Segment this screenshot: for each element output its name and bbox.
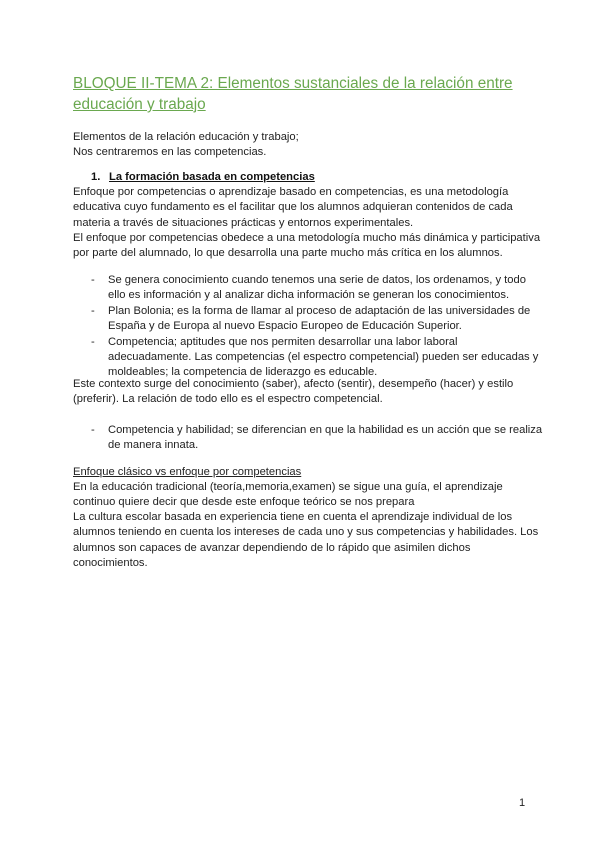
paragraph: Enfoque por competencias o aprendizaje basado en competencias, es una metodología educativa cuyo fundamento es el facilitar que los alumnos adquieran contenidos de cada materia a través de situaciones prácticas y entornos experimentales.	[73, 186, 513, 229]
paragraph: La cultura escolar basada en experiencia tiene en cuenta el aprendizaje individual de los alumnos teniendo en cuenta los intereses de cada uno y sus competencias y habilidades. Los alumnos son capaces de avanzar dependiendo de lo rápido que asimilen dichos conocimientos.	[73, 511, 539, 570]
list-item: - Se genera conocimiento cuando tenemos una serie de datos, los ordenamos, y todo ello es información y al analizar dicha información se generan los conocimientos.	[91, 273, 543, 304]
list-item: - Plan Bolonia; es la forma de llamar al proceso de adaptación de las universidades de España y de Europa al nuevo Espacio Europeo de Educación Superior.	[91, 304, 543, 335]
paragraph: Este contexto surge del conocimiento (saber), afecto (sentir), desempeño (hacer) y estilo (preferir). La relación de todo ello es el espectro competencial.	[73, 378, 514, 406]
list-item: - Competencia y habilidad; se diferencian en que la habilidad es un acción que se realiza de manera innata.	[91, 423, 543, 454]
intro-line: Nos centraremos en las competencias.	[73, 146, 267, 159]
paragraph: El enfoque por competencias obedece a una metodología mucho más dinámica y participativa por parte del alumnado, lo que desarrolla una parte mucho más crítica en los alumnos.	[73, 232, 541, 260]
bullet-list	[91, 273, 543, 381]
section1-heading	[91, 170, 315, 185]
section1-number: 1.	[91, 171, 101, 183]
list-item: - Competencia; aptitudes que nos permiten desarrollar una labor laboral adecuadamente. Las competencias (el espectro competencial) pueden ser educadas y moldeables; la competencia de liderazgo es educable.	[91, 335, 543, 381]
paragraph: En la educación tradicional (teoría,memoria,examen) se sigue una guía, el aprendizaje continuo quiere decir que desde este enfoque teórico se nos prepara	[73, 481, 503, 509]
page-number: 1	[519, 797, 526, 809]
intro-text	[73, 130, 543, 161]
bullet-list	[91, 423, 543, 454]
section1-heading-label: La formación basada en competencias	[109, 171, 315, 183]
document-title: BLOQUE II-TEMA 2: Elementos sustanciales de la relación entre educación y trabajo	[73, 75, 513, 113]
intro-line: Elementos de la relación educación y trabajo;	[73, 131, 299, 143]
section2-heading: Enfoque clásico vs enfoque por competencias	[73, 466, 302, 478]
